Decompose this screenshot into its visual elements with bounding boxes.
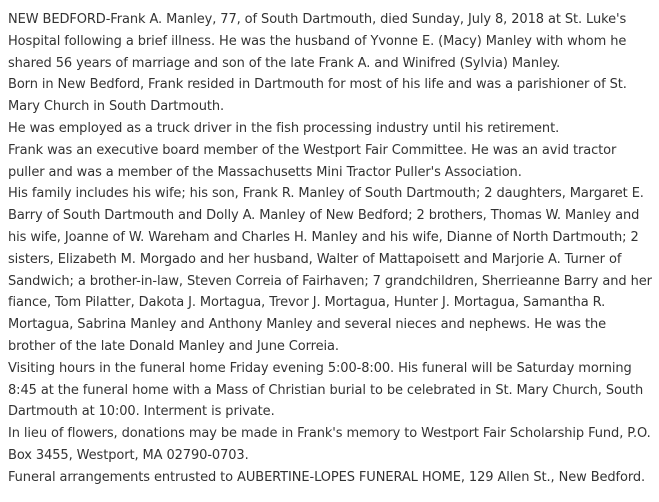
paragraph-visiting-hours: Visiting hours in the funeral home Friday evening 5:00-8:00. His funeral will be Saturday morning 8:45 at the funeral home with a Mass of Christian burial to be celebrated in St. Mary Church, South Dartmouth at 10:00. Interment is private. <box>8 360 644 420</box>
paragraph-death-notice: NEW BEDFORD-Frank A. Manley, 77, of South Dartmouth, died Sunday, July 8, 2018 at St. Luke's Hospital following a brief illness. He was the husband of Yvonne E. (Macy) Manley with whom he shared 56 years of marriage and son of the late Frank A. and Winifred (Sylvia) Manley. <box>8 12 627 71</box>
paragraph-activities: Frank was an executive board member of the Westport Fair Committee. He was an avid tractor puller and was a member of the Massachusetts Mini Tractor Puller's Association. <box>8 142 617 180</box>
paragraph-donations: In lieu of flowers, donations may be made in Frank's memory to Westport Fair Scholarship Fund, P.O. Box 3455, Westport, MA 02790-0703. <box>8 426 651 463</box>
paragraph-employment: He was employed as a truck driver in the fish processing industry until his retirement. <box>8 120 560 136</box>
obituary-text <box>8 9 653 489</box>
paragraph-residence: Born in New Bedford, Frank resided in Dartmouth for most of his life and was a parishioner of St. Mary Church in South Dartmouth. <box>8 77 627 115</box>
paragraph-arrangements: Funeral arrangements entrusted to AUBERTINE-LOPES FUNERAL HOME, 129 Allen St., New Bedford. <box>8 469 646 485</box>
paragraph-family: His family includes his wife; his son, Frank R. Manley of South Dartmouth; 2 daughters, Margaret E. Barry of South Dartmouth and Dolly A. Manley of New Bedford; 2 brothers, Thomas W. Manley and his wife, Joanne of W. Wareham and Charles H. Manley and his wife, Dianne of North Dartmouth; 2 sisters, Elizabeth M. Morgado and her husband, Walter of Mattapoisett and Marjorie A. Turner of Sandwich; a brother-in-law, Steven Correia of Fairhaven; 7 grandchildren, Sherrieanne Barry and her fiance, Tom Pilatter, Dakota J. Mortagua, Trevor J. Mortagua, Hunter J. Mortagua, Samantha R. Mortagua, Sabrina Manley and Anthony Manley and several nieces and nephews. He was the brother of the late Donald Manley and June Correia. <box>8 186 652 354</box>
